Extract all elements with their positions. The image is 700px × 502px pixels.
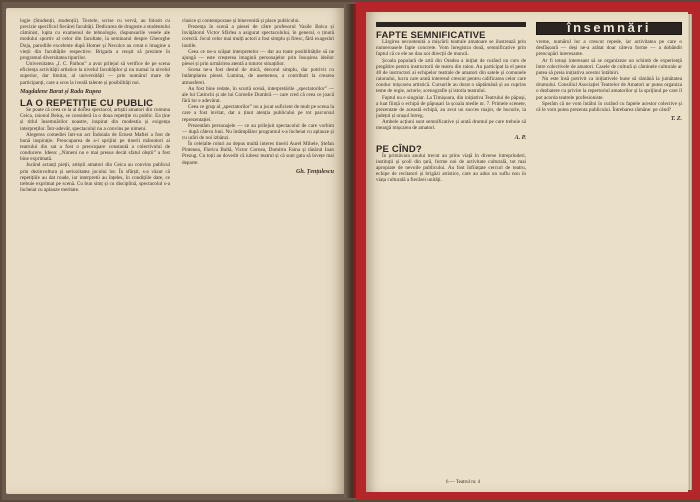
paragraph: Nu este însă potrivit ca inițiativele bune să rămână la jumătatea drumului. Consiliul Asociației Teatrelor de Amatori ar putea organiza o dezbatere cu privire la repertoriul amatorilor și la sprijinul pe care îl pot acorda teatrele profesioniste.: [536, 76, 682, 101]
author-signature: T. Z.: [670, 116, 682, 123]
right-column-1: [376, 22, 526, 482]
paragraph: logie (Studenții, studenții). Textele, scrise cu vervă, au folosit cu precizie specificul fiecărei facultăți. Dedicarea de drugoste a studentului căminist, lupta cu examenul de tehnologie, răspunsurile vesele ale modului sportiv al celor din facultate, la seminarul despre Gheorghe Doja, parodiile excelente după Homer și Neculce au creat o imagine a vieții din facultățile respective. Brigada a reușit să prezinte în programul diversitatea tipurilor.: [20, 18, 170, 61]
section-banner: însemnări: [536, 22, 682, 35]
author-signature: Magdalene Barat și Radu Rupea: [20, 88, 102, 95]
paragraph: Ceea ce grup al „spectatorilor” nu a jucat suficient de mult pe scena la care a fost invitat, dar a ținut atenția publicului pe tot parcursul reprezentației.: [182, 104, 334, 123]
paragraph: Prezentăm personajele — ce au prilejuit spectacolul de care vorbim — după câteva luni. Nu întâmplător programul s-a încheiat cu aplauze și cu urări de noi izbânzi.: [182, 122, 334, 141]
decorative-bar: [376, 22, 526, 27]
paragraph: Ambele acțiuni sunt semnificative și arată drumul pe care trebuie să meargă mișcarea de amatori.: [376, 119, 526, 132]
page-edges: [688, 14, 692, 490]
article-headline: PE CÎND?: [376, 143, 422, 155]
paragraph: Ceea ce ne-a scăpat interpretelor — dar au toate posibilitățile să ne ajungă — este creșterea imaginii personajelor prin însușirea ideilor piesei și prin urmărirea atentă a tuturor situațiilor.: [182, 48, 334, 68]
paragraph: Alegerea comediei într-un act Îndoiala de Ernest Maftei a fost de bună inspirație. Preocuparea de a-i sprijini pe tinerii mânuitori ai teatrului din sat a fost o preocupare constantă a colectivului de conducere. Ideea: „Nimeni nu e mai presus decât sfatul obștii” a fost bine exprimată.: [20, 131, 170, 163]
paragraph: Școala populară de artă din Oradea a inițiat de curând un curs de pregătire pentru instructorii de teatru din raion. Au participat la el peste 40 de instructori ai echipelor teatrale de amatori din satele și comunele raionului, lucru care arată interesul crescut pentru calificarea celor care conduc mișcarea artistică. Cursurile au durat o săptămână și au cuprins teme de regie, actorie, scenografie și istoria teatrului.: [376, 57, 526, 95]
left-column-1: [20, 18, 170, 488]
paragraph: vreme, numărul lor a crescut repede, iar activitatea pe care o desfășoară — deși ne-a arătat doar câteva forme — a dobândit preocupări interesante.: [536, 39, 682, 58]
paragraph: Universitatea „I. C. Parhon” a avut prilejul să verifice de pe scena eficiența activității artistice la nivelul facultăților și nu numai la nivelul superior, dar limitat, al universității — prin numărul mare de participanți, care a scos la iveală talente și posibilități noi.: [20, 61, 170, 86]
author-signature: A. P.: [514, 134, 526, 141]
paragraph: Lărgirea necontenită a mișcării teatrale amatoare se ilustrează prin numeroasele fapte concrete. Vom înregistra două, semnificative prin faptul că ce ele ne dau noi direcții de muncă.: [376, 39, 526, 58]
paragraph: Prezența în scenă a piesei de către profesorul Vasile Bolca și învățătorul Victor Sfârlea a asigurat spectacolului, în general, o ținută corectă. Jocul celor mai mulți actori a fost simplu și firesc, fără exagerări inutile.: [182, 24, 334, 49]
left-page: [6, 8, 344, 494]
paragraph: În celelalte roluri au depus multă interes tinerii Aurel Mihele, Ștefan Pintenea, Florica Baltă, Victor Cornea, Dumitru Faina și tânărul Ioan Prezug. Cu toții au dovedit că iubesc teatrul și că sunt gata să învețe mai departe.: [182, 141, 334, 166]
left-column-2: [182, 18, 334, 488]
paragraph: clasice și contemporane și binevenită și place publicului.: [182, 18, 300, 24]
paragraph: În primăvara anului trecut au prins viață în diverse întreprinderi, instituții și școli din țară, forme noi de activitate culturală, tot mai apropiate de nevoile publicului. Au fost înființate cercuri de teatru, echipe de recitatori și brigăzi artistice, care au adus un suflu nou în viața culturală a fiecărei unități.: [376, 152, 526, 184]
paragraph: Ar fi totuși interesant să se organizeze un schimb de experiență între colectivele de amatori. Casele de cultură și căminele culturale ar putea să preia inițiativa acestor întâlniri.: [536, 57, 682, 76]
paragraph: Faptul nu e singular. La Timișoara, din inițiativa Teatrului de păpuși, a luat ființă o echipă de păpușari la școala medie nr. 7. Primele scenete, prezentate de această echipă, au avut un succes major, de bucurie, la județul și orașul întreg.: [376, 94, 526, 120]
article-headline: LA O REPETIȚIE CU PUBLIC: [20, 97, 154, 109]
paragraph: Se poate că ceea ce la al doilea spectacol, artiștii amatori din comuna Ceica, raionul Beiuș, se consideră la o doua repetiție cu public. Ea ține și titlul însemnărilor noastre, inspirat din modestia și exigența interpreților. Într-adevăr, spectacolul nu a convins pe nimeni.: [20, 107, 170, 132]
paragraph: Scena ne-a fost destul de mică, decorul simplu, dar potrivit cu întâmplarea piesei. Lumina, de asemenea, a contribuit la crearea atmosferei.: [182, 67, 334, 86]
paragraph: Jucând actanți pieții, artiștii amatori din Ceica au convins publicul prin dezinvoltura și seriozitatea jocului lor. În sfârșit, s-a văzut că repetițiile au dat roade, iar interpretii au înțeles, în condițiile date, ce trebuie exprimat pe scenă. Cu bun simț și cu disciplină, spectacolul s-a încheiat cu aplauze meritate.: [20, 162, 170, 194]
right-column-2: [536, 22, 682, 482]
paragraph: Au fost bine redate, în scurtă scenă, interpretările „spectatorilor” — ale lui Catinchi și ale lui Cornelie Dumbră — care cred că ceea ce joacă fără lor e adevărat.: [182, 85, 334, 105]
page-footer: 6 — Teatrul nr. 4: [446, 480, 481, 485]
article-headline: FAPTE SEMNIFICATIVE: [376, 30, 486, 41]
paragraph: Sperăm că ne vom întâlni în curând cu faptele acestor colective și că le vom putea prezenta publicului. Întrebarea rămâne: pe când?: [536, 100, 682, 113]
author-signature: Gh. Țențulescu: [295, 168, 334, 175]
right-page: [366, 12, 688, 492]
